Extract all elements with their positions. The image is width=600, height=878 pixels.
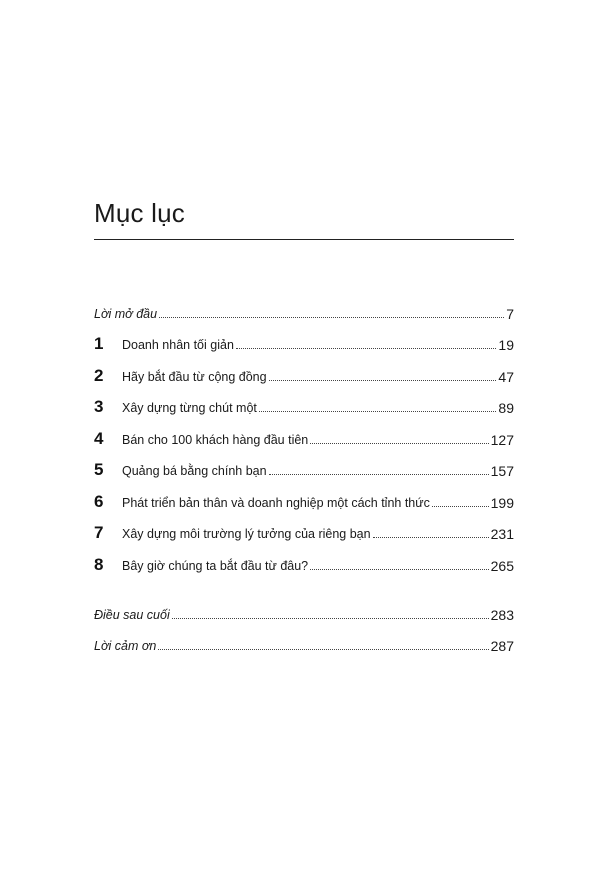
toc-entry-page: 7 (506, 306, 514, 322)
toc-entry-page: 287 (490, 638, 514, 654)
chapter-number: 8 (94, 555, 104, 574)
toc-entry-label: Xây dựng môi trường lý tưởng của riêng bạn (122, 527, 371, 541)
toc-entry-page: 231 (490, 526, 514, 542)
toc-entry-label: Quảng bá bằng chính bạn (122, 464, 267, 478)
toc-entry-label: Phát triển bản thân và doanh nghiệp một cách tỉnh thức (122, 496, 430, 510)
toc-entry-page: 157 (490, 463, 514, 479)
toc-entry-page: 265 (490, 558, 514, 574)
dot-leader (172, 618, 489, 619)
toc-entry-acknowledgements[interactable] (94, 634, 514, 654)
dot-leader (269, 474, 489, 475)
toc-entry-label: Doanh nhân tối giản (122, 338, 234, 352)
chapter-number: 7 (94, 523, 104, 542)
toc-entry-page: 47 (498, 369, 514, 385)
toc-entry-label: Lời cảm ơn (94, 639, 157, 653)
toc-entry-page: 199 (490, 495, 514, 511)
toc-entry-foreword[interactable] (94, 302, 514, 322)
toc-entry-label: Lời mở đầu (94, 307, 158, 321)
dot-leader (269, 380, 497, 381)
chapter-number: 4 (94, 429, 104, 448)
toc-entry-chapter-2[interactable] (94, 365, 514, 385)
dot-leader (236, 348, 497, 349)
toc-entry-chapter-3[interactable] (94, 396, 514, 416)
dot-leader (310, 569, 489, 570)
toc-entry-chapter-8[interactable] (94, 554, 514, 574)
dot-leader (373, 537, 489, 538)
toc-entry-label: Bán cho 100 khách hàng đầu tiên (122, 433, 309, 447)
dot-leader (259, 411, 497, 412)
page-title: Mục lục (94, 198, 185, 228)
toc-entry-chapter-1[interactable] (94, 333, 514, 353)
dot-leader (310, 443, 488, 444)
toc-entry-chapter-5[interactable] (94, 459, 514, 479)
toc-entry-label: Bây giờ chúng ta bắt đầu từ đâu? (122, 559, 309, 573)
toc-entry-page: 89 (498, 400, 514, 416)
chapter-number: 5 (94, 460, 104, 479)
dot-leader (159, 317, 504, 318)
toc-entry-label: Điều sau cuối (94, 608, 170, 622)
chapter-number: 6 (94, 492, 104, 511)
dot-leader (158, 649, 488, 650)
chapter-number: 2 (94, 366, 104, 385)
chapter-number: 3 (94, 397, 104, 416)
chapter-number: 1 (94, 334, 104, 353)
toc-entry-chapter-4[interactable] (94, 428, 514, 448)
toc-entry-page: 127 (490, 432, 514, 448)
toc-entry-page: 283 (490, 607, 514, 623)
dot-leader (432, 506, 489, 507)
toc-entry-chapter-6[interactable] (94, 491, 514, 511)
title-divider (94, 239, 514, 240)
toc-entry-label: Hãy bắt đầu từ cộng đồng (122, 370, 267, 384)
toc-entry-label: Xây dựng từng chút một (122, 401, 257, 415)
toc-entry-page: 19 (498, 337, 514, 353)
toc-entry-chapter-7[interactable] (94, 522, 514, 542)
toc-entry-afterword[interactable] (94, 603, 514, 623)
